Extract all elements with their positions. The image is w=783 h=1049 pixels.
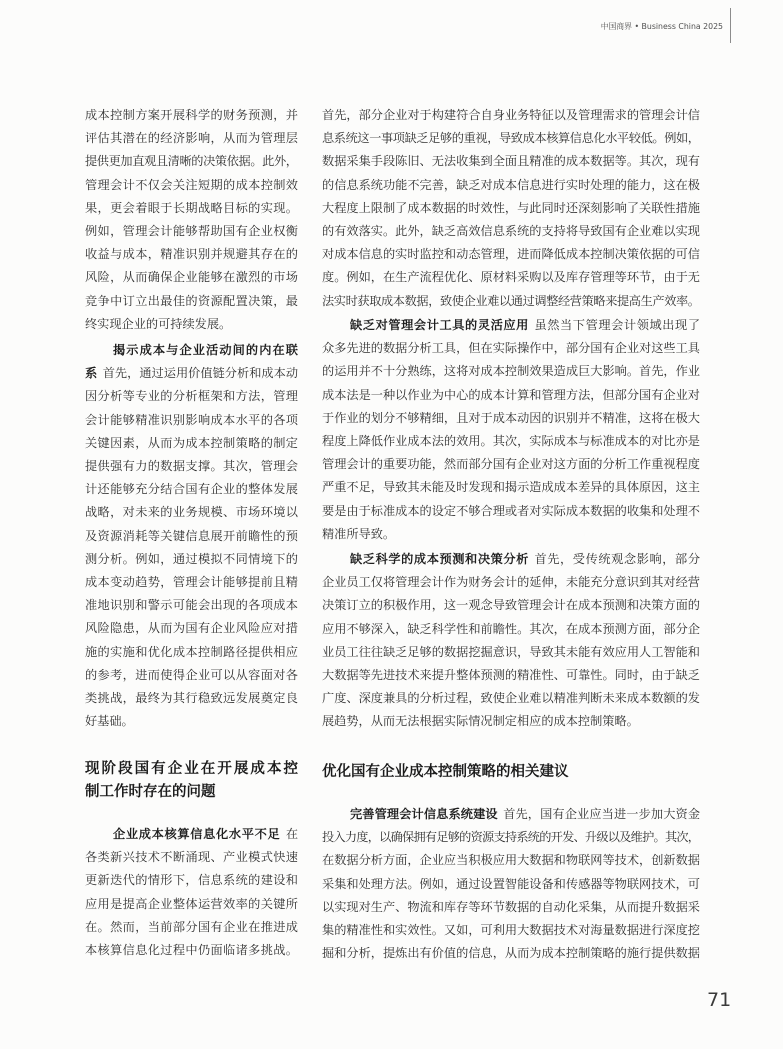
line-text: 采集和处理方法。例如，通过设置智能设备和传感器等物联网技术，可 xyxy=(322,876,701,891)
paragraph xyxy=(322,548,700,734)
text-line xyxy=(85,548,298,571)
text-line xyxy=(322,360,700,383)
text-line xyxy=(322,337,700,360)
text-line xyxy=(85,710,298,733)
line-text: 成本变动趋势，管理会计能够提前且精 xyxy=(85,575,299,590)
text-line xyxy=(322,641,700,664)
lead-in-heading: 企业成本核算信息化水平不足 xyxy=(113,827,281,841)
line-text: 管理会计不仅会关注短期的成本控制效 xyxy=(85,177,299,192)
text-line xyxy=(322,220,700,243)
text-line xyxy=(322,243,700,266)
text-line xyxy=(322,896,700,919)
line-text: 展趋势，从而无法根据实际情况制定相应的成本控制策略。 xyxy=(322,714,639,729)
section-heading xyxy=(322,761,700,784)
line-text: 好基础。 xyxy=(85,714,134,729)
heading-text: 制工作时存在的问题 xyxy=(85,784,216,800)
text-line xyxy=(322,266,700,289)
line-text: 果，更会着眼于长期战略目标的实现。 xyxy=(85,200,299,215)
text-line xyxy=(85,150,298,173)
running-title: 中国商界 • Business China 2025 xyxy=(600,22,723,31)
line-text: 成本控制方案开展科学的财务预测，并 xyxy=(85,108,299,122)
line-body-text: 首先，国有企业应当进一步加大资金 xyxy=(503,807,701,821)
text-line xyxy=(85,104,298,127)
line-text: 数据采集手段陈旧、无法收集到全面且精准的成本数据等。其次，现有 xyxy=(322,154,701,169)
text-line xyxy=(85,869,298,892)
line-text: 严重不足，导致其未能及时发现和揭示造成成本差异的具体原因，这主 xyxy=(322,480,701,495)
text-line xyxy=(322,104,700,127)
paragraph xyxy=(322,803,700,965)
line-text: 应用是提高企业整体运营效率的关键所 xyxy=(85,896,299,911)
text-line xyxy=(322,197,700,220)
text-line xyxy=(85,939,298,962)
text-line xyxy=(85,409,298,432)
paragraph xyxy=(85,104,298,336)
text-line xyxy=(322,571,700,594)
paragraph xyxy=(322,104,700,313)
text-line xyxy=(85,174,298,197)
lead-in-heading: 完善管理会计信息系统建设 xyxy=(350,807,498,821)
line-text: 更新迭代的情形下，信息系统的建设和 xyxy=(85,873,299,888)
line-text: 大程度上限制了成本数据的时效性，与此同时还深刻影响了关联性措施 xyxy=(322,200,701,215)
line-body-text: 首先，通过运用价值链分析和成本动 xyxy=(102,366,299,381)
line-text: 投入力度，以确保拥有足够的资源支持系统的开发、升级以及维护。其次， xyxy=(322,830,700,845)
line-body-text: 首先，受传统观念影响，部分 xyxy=(534,552,701,566)
line-text: 掘和分析，提炼出有价值的信息，从而为成本控制策略的施行提供数据 xyxy=(322,946,701,961)
line-text: 应用不够深入，缺乏科学性和前瞻性。其次，在成本预测方面，部分企 xyxy=(322,621,701,636)
text-line xyxy=(322,127,700,150)
line-text: 收益与成本，精准识别并规避其存在的 xyxy=(85,247,299,262)
heading-text: 优化国有企业成本控制策略的相关建议 xyxy=(322,764,569,780)
text-line xyxy=(85,197,298,220)
line-text: 会计能够精准识别影响成本水平的各项 xyxy=(85,412,299,427)
text-line xyxy=(322,919,700,942)
line-text: 提供强有力的数据支撑。其次，管理会 xyxy=(85,459,299,474)
line-text: 准地识别和警示可能会出现的各项成本 xyxy=(85,598,299,613)
paragraph xyxy=(85,823,298,962)
text-line xyxy=(85,823,298,846)
text-line xyxy=(322,687,700,710)
line-text: 大数据等先进技术来提升整体预测的精准性、可靠性。同时，由于缺乏 xyxy=(322,668,701,683)
line-text: 因分析等专业的分析框架和方法，管理 xyxy=(85,389,299,404)
line-text: 风险隐患，从而为国有企业风险应对措 xyxy=(85,621,299,636)
line-text: 对成本信息的实时监控和动态管理，进而降低成本控制决策依据的可信 xyxy=(322,247,701,262)
text-line xyxy=(322,430,700,453)
text-line xyxy=(322,710,700,733)
line-text: 计还能够充分结合国有企业的整体发展 xyxy=(85,482,299,497)
line-text: 测分析。例如，通过模拟不同情境下的 xyxy=(85,551,299,566)
line-text: 度。例如，在生产流程优化、原材料采购以及库存管理等环节，由于无 xyxy=(322,270,701,285)
text-line xyxy=(322,942,700,965)
lead-in-heading: 缺乏对管理会计工具的灵活应用 xyxy=(350,318,529,332)
line-text: 的运用并不十分熟练，这将对成本控制效果造成巨大影响。首先，作业 xyxy=(322,364,701,379)
header-divider xyxy=(730,8,731,43)
text-line xyxy=(85,432,298,455)
text-line xyxy=(85,478,298,501)
line-text: 业员工往往缺乏足够的数据挖掘意识，导致其未能有效应用人工智能和 xyxy=(322,644,701,659)
text-line xyxy=(85,687,298,710)
line-text: 施的实施和优化成本控制路径提供相应 xyxy=(85,644,299,659)
text-line xyxy=(322,500,700,523)
line-text: 本核算信息化过程中仍面临诸多挑战。 xyxy=(85,943,299,958)
text-line xyxy=(322,849,700,872)
line-body-text: 在 xyxy=(285,827,299,841)
line-text: 及资源消耗等关键信息展开前瞻性的预 xyxy=(85,528,299,543)
line-text: 风险，从而确保企业能够在激烈的市场 xyxy=(85,270,299,285)
line-text: 终实现企业的可持续发展。 xyxy=(85,316,232,331)
text-line xyxy=(85,243,298,266)
line-text: 例如，管理会计能够帮助国有企业权衡 xyxy=(85,224,299,239)
line-text: 提供更加直观且清晰的决策依据。此外， xyxy=(85,154,298,169)
text-line xyxy=(85,290,298,313)
text-line xyxy=(85,385,298,408)
text-line xyxy=(322,150,700,173)
lead-in-heading: 缺乏科学的成本预测和决策分析 xyxy=(350,552,529,566)
text-line xyxy=(322,290,700,313)
heading-line xyxy=(85,781,298,804)
line-text: 类挑战，最终为其行稳致远发展奠定良 xyxy=(85,691,299,706)
paragraph xyxy=(322,314,700,546)
text-line xyxy=(85,220,298,243)
line-text: 战略，对未来的业务规模、市场环境以 xyxy=(85,505,299,520)
line-text: 首先，部分企业对于构建符合自身业务特征以及管理需求的管理会计信 xyxy=(322,108,701,122)
text-line xyxy=(322,407,700,430)
text-line xyxy=(322,618,700,641)
text-line xyxy=(85,362,298,385)
text-line xyxy=(85,339,298,362)
text-line xyxy=(85,313,298,336)
line-text: 法实时获取成本数据，致使企业难以通过调整经营策略来提高生产效率。 xyxy=(322,293,700,308)
text-line xyxy=(85,916,298,939)
text-line xyxy=(85,641,298,664)
lead-in-heading: 揭示成本与企业活动间的内在联 xyxy=(113,343,300,357)
section-heading xyxy=(85,758,301,804)
line-text: 要是由于标准成本的设定不够合理或者对实际成本数据的收集和处理不 xyxy=(322,503,701,518)
line-text xyxy=(350,807,700,821)
line-text: 的参考，进而使得企业可以从容面对各 xyxy=(85,667,299,682)
paragraph xyxy=(85,339,298,733)
text-line xyxy=(85,525,298,548)
text-line xyxy=(322,873,700,896)
heading-line xyxy=(322,761,700,784)
line-text: 竞争中订立出最佳的资源配置决策，最 xyxy=(85,293,299,308)
text-line xyxy=(85,127,298,150)
text-line xyxy=(85,266,298,289)
text-line xyxy=(85,501,298,524)
text-line xyxy=(322,384,700,407)
lead-in-heading: 系 xyxy=(85,366,98,381)
line-text: 成本法是一种以作业为中心的成本计算和管理方法，但部分国有企业对 xyxy=(322,387,701,402)
text-line xyxy=(322,594,700,617)
line-text: 息系统这一事项缺乏足够的重视，导致成本核算信息化水平较低。例如， xyxy=(322,131,700,146)
line-text xyxy=(113,343,299,357)
text-line xyxy=(322,453,700,476)
text-line xyxy=(85,893,298,916)
text-line xyxy=(322,803,700,826)
line-text: 以实现对生产、物流和库存等环节数据的自动化采集，从而提升数据采 xyxy=(322,899,701,914)
line-text: 在。然而，当前部分国有企业在推进成 xyxy=(85,919,299,934)
line-text: 的信息系统功能不完善，缺乏对成本信息进行实时处理的能力，这在极 xyxy=(322,177,701,192)
text-line xyxy=(85,617,298,640)
line-text: 精准所导致。 xyxy=(322,526,396,541)
heading-line xyxy=(85,758,301,781)
line-text: 评估其潜在的经济影响，从而为管理层 xyxy=(85,131,299,146)
text-line xyxy=(85,594,298,617)
line-text: 于作业的划分不够精细，且对于成本动因的识别并不精准，这将在极大 xyxy=(322,410,701,425)
line-text: 关键因素，从而为成本控制策略的制定 xyxy=(85,435,299,450)
line-text: 众多先进的数据分析工具，但在实际操作中，部分国有企业对这些工具 xyxy=(322,341,701,356)
text-line xyxy=(85,846,298,869)
line-text xyxy=(85,366,298,380)
line-text: 集的精准性和实效性。又如，可利用大数据技术对海量数据进行深度挖 xyxy=(322,923,701,938)
heading-text: 现阶段国有企业在开展成本控 xyxy=(85,761,301,777)
text-line xyxy=(85,664,298,687)
text-line xyxy=(322,826,700,849)
line-text: 企业员工仅将管理会计作为财务会计的延伸，未能充分意识到其对经营 xyxy=(322,575,701,590)
text-line xyxy=(322,476,700,499)
line-text xyxy=(350,318,701,332)
line-body-text: 虽然当下管理会计领域出现了 xyxy=(534,318,701,332)
line-text: 程度上降低作业成本法的效用。其次，实际成本与标准成本的对比亦是 xyxy=(322,434,701,449)
line-text: 的有效落实。此外，缺乏高效信息系统的支持将导致国有企业难以实现 xyxy=(322,224,701,239)
text-line xyxy=(85,455,298,478)
text-line xyxy=(322,548,700,571)
text-line xyxy=(322,523,700,546)
text-line xyxy=(322,314,700,337)
line-text xyxy=(113,827,299,841)
line-text: 在数据分析方面，企业应当积极应用大数据和物联网等技术，创新数据 xyxy=(322,853,701,868)
text-line xyxy=(322,174,700,197)
text-line xyxy=(322,664,700,687)
line-text: 各类新兴技术不断涌现、产业模式快速 xyxy=(85,850,299,865)
text-line xyxy=(85,571,298,594)
line-text: 管理会计的重要功能，然而部分国有企业对这方面的分析工作重视程度 xyxy=(322,457,701,472)
line-text xyxy=(350,552,701,566)
page-number: 71 xyxy=(707,989,732,1011)
line-text: 广度、深度兼具的分析过程，致使企业难以精准判断未来成本数额的发 xyxy=(322,691,701,706)
line-text: 决策订立的积极作用，这一观念导致管理会计在成本预测和决策方面的 xyxy=(322,598,701,613)
